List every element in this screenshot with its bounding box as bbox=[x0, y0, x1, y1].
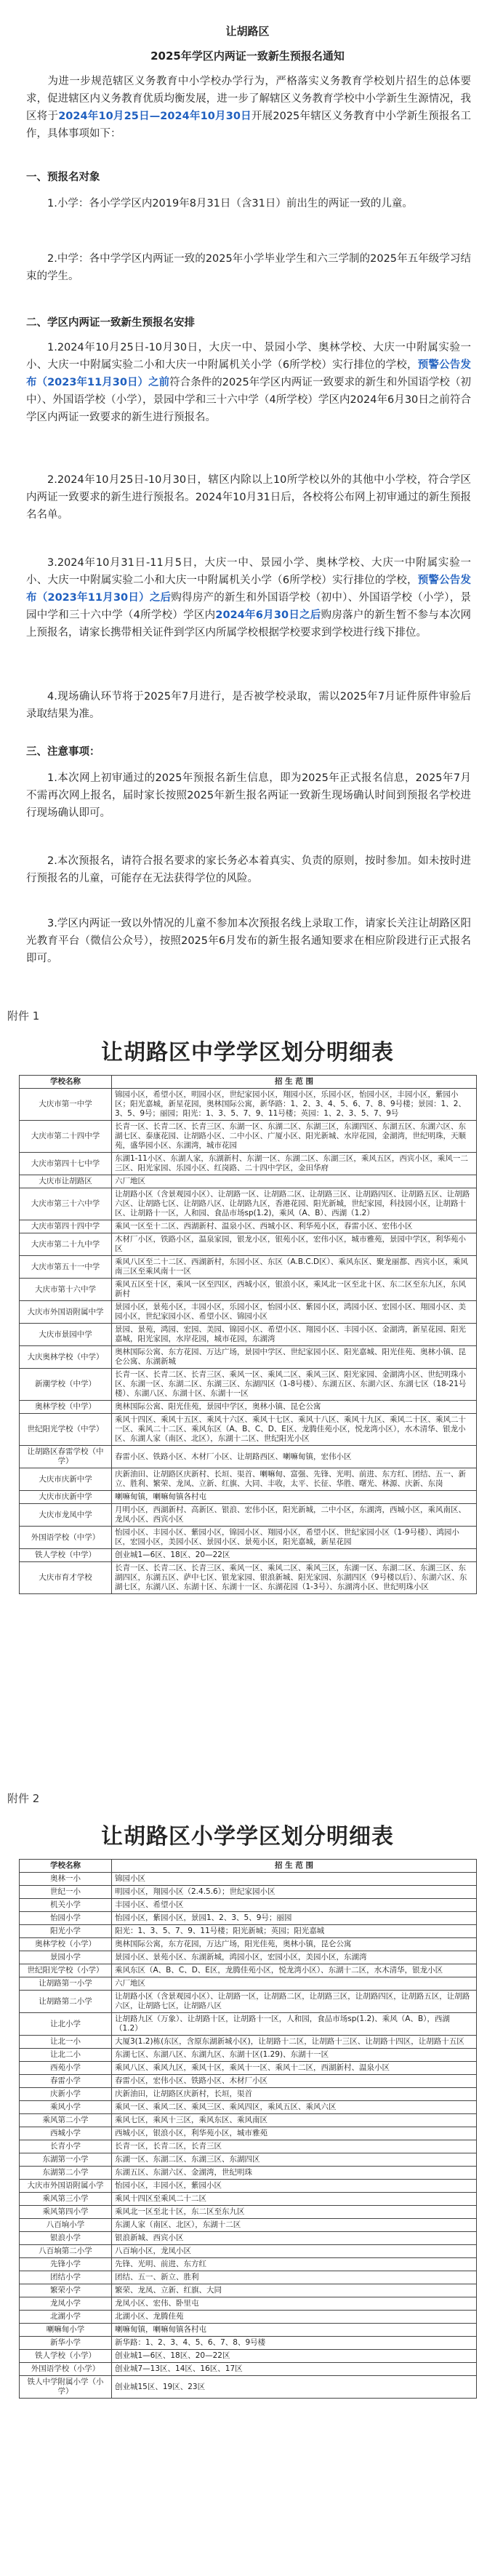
enrollment-range-cell: 六厂地区 bbox=[112, 1977, 477, 1991]
table-row bbox=[20, 1912, 477, 1925]
enrollment-range-cell: 乘风一区至十二区、西湖新村、温泉小区、西城小区、利华苑小区，春雷小区、宏伟小区 bbox=[112, 1220, 477, 1233]
school-name-cell: 大庆市景园中学 bbox=[20, 1324, 112, 1346]
enrollment-range-cell: 锦园小区，希望小区，明园小区，世纪家园小区，翔园小区，乐园小区，怡园小区，丰园小区，紫园小区；阳光嘉城，新星花园，奥林国际公寓，新华路：1、2、3、4、5、6、7、8、9号楼；景园：1、2、3、5、9号；丽园；阳光：1、3、5、7、9、11号楼；英园：1、2、3、5、7、9号 bbox=[112, 1089, 477, 1121]
enrollment-range-cell: 奥林国际公寓，东方花园，万达广场，阳光佳苑，奥林小镇，昆仑公寓 bbox=[112, 1938, 477, 1951]
school-name-cell: 大庆市第二十九中学 bbox=[20, 1233, 112, 1256]
table-row bbox=[20, 1089, 477, 1121]
section3-text-3: 3.学区内两证一致以外情况的儿童不参加本次预报名线上录取工作，请家长关注让胡路区阳光教育平台（微信公众号），按照2025年6月发布的新生报名通知要求在相应阶段进行正式报名即可。 bbox=[26, 918, 471, 964]
table-row bbox=[20, 2311, 477, 2324]
enrollment-range-cell: 东湖1-11小区、东湖人家，东湖新村、东湖一区、东湖二区、东湖三区，乘风五区，西宾小区，乘风一二三区、阳光家园、乐园小区、红岗路、二十四中学区，金田华府 bbox=[112, 1153, 477, 1175]
table-row bbox=[20, 2337, 477, 2350]
enrollment-range-cell: 创业城15区、19区、23区 bbox=[112, 2376, 477, 2399]
enrollment-range-cell: 八百垧小区，龙凤小区 bbox=[112, 2245, 477, 2258]
section2-highlight-3: 预警公告发布（2023年11月30日）之后 bbox=[26, 575, 471, 604]
section3-paragraph-1 bbox=[26, 769, 471, 822]
notice-title-district: 让胡路区 bbox=[225, 25, 270, 38]
school-name-cell: 新潮学校（中学） bbox=[20, 1369, 112, 1401]
school-name-cell: 北湖小学 bbox=[20, 2311, 112, 2324]
table-row bbox=[20, 2049, 477, 2062]
table-row bbox=[20, 2350, 477, 2363]
section3-paragraph-3 bbox=[26, 915, 471, 967]
school-name-cell: 铁人学校（中学） bbox=[20, 1549, 112, 1562]
school-name-cell: 乘风第二小学 bbox=[20, 2114, 112, 2127]
section-heading-1: 一、预报名对象 bbox=[26, 172, 100, 183]
enrollment-range-cell: 景园、景苑，鸿园、宏园、美园、锦园小区、希望小区、翔园小区、丰园小区、金湖湾，新星花园、阳光嘉城，阳光家园，水岸花园，城市花园，东湖湾 bbox=[112, 1324, 477, 1346]
table-row bbox=[20, 1346, 477, 1369]
section2-text-1c: 符合条件的2025年学区内两证一致要求的新生和外国语学校（初中）、外国语学校（小学），景园中学和三十六中学（4所学校）学区内2024年6月30日之前符合学区内两证一致要求的新生进行预报名。 bbox=[26, 377, 471, 423]
enrollment-range-cell: 庆新油田、让胡路区庆新村、长垣、渠首、喇嘛甸、富强、先锋、光明、前进、东方红、团结、五一、新立、胜利、繁荣、龙凤、立新、红旗、大同、丰收，太平、长征、华胜、曙光、林源、庆新、东岗 bbox=[112, 1468, 477, 1491]
section1-paragraph-1 bbox=[26, 195, 471, 212]
school-name-cell: 让胡路第一小学 bbox=[20, 1977, 112, 1991]
school-name-cell: 铁人中学附属小学（小学） bbox=[20, 2376, 112, 2399]
table-row bbox=[20, 1121, 477, 1153]
enrollment-range-cell: 乘风八区至二十二区、西湖新村，东园小区、东区（A.B.C.D区）、乘风东区、聚龙丽都、西宾小区，乘风南三区至乘风南十一区 bbox=[112, 1256, 477, 1279]
enrollment-range-cell: 乘风北一区至北十区，东二区至东九区 bbox=[112, 2206, 477, 2219]
enrollment-range-cell: 怡园小区，丰园小区，紫园小区 bbox=[112, 2180, 477, 2193]
table-row bbox=[20, 2284, 477, 2297]
table-row bbox=[20, 1977, 477, 1991]
enrollment-range-cell: 创业城1—6区、18区、20—22区 bbox=[112, 2350, 477, 2363]
column-header-range: 招 生 范 围 bbox=[112, 1860, 477, 1873]
table-header-row bbox=[20, 1860, 477, 1873]
enrollment-range-cell: 春雷小区，宏伟小区、铁路小区、木材厂小区 bbox=[112, 2075, 477, 2088]
table-row bbox=[20, 1175, 477, 1188]
table-row bbox=[20, 2127, 477, 2140]
enrollment-range-cell: 六厂地区 bbox=[112, 1175, 477, 1188]
table-row bbox=[20, 1527, 477, 1549]
table-header-row bbox=[20, 1076, 477, 1089]
section-heading-2: 二、学区内两证一致新生预报名安排 bbox=[26, 317, 195, 329]
school-name-cell: 乘风第三小学 bbox=[20, 2193, 112, 2206]
school-name-cell: 大庆市外国语附属中学 bbox=[20, 1301, 112, 1324]
section2-text-2: 2.2024年10月25日-10月30日，辖区内除以上10所学校以外的其他中小学校，符合学区内两证一致要求的新生进行预报名。2024年10月31日后，各校将公布网上初审通过的新生预报名名单。 bbox=[26, 474, 472, 521]
section2-paragraph-3 bbox=[26, 554, 471, 641]
column-header-school: 学校名称 bbox=[20, 1076, 112, 1089]
section2-text-1a: 1.2024年10月25日-10月30日，大庆一中、景园小学、奥林学校、大庆一中附属实验一小、大庆一中附属实验二小和大庆一中附属机关小学（6所学校）实行排位的学校， bbox=[26, 342, 471, 371]
enrollment-range-cell: 龙凤小区、宏伟、卧里屯 bbox=[112, 2297, 477, 2311]
school-name-cell: 大庆市第十六中学 bbox=[20, 1279, 112, 1301]
school-name-cell: 奥林学校（中学） bbox=[20, 1401, 112, 1414]
school-name-cell: 大庆市庆新中学 bbox=[20, 1491, 112, 1504]
enrollment-range-cell: 长青一区、长青二区、长青三区、乘风一区、乘风二区、乘风三区、阳光家园、金湖湾小区、世纪明珠小区、东湖一区、东湖二区、东湖三区、东湖四区（1-8号楼）、东湖五区、东湖六区、东湖七区（18-21号楼）、东湖八区、东湖十区、东湖十一区 bbox=[112, 1369, 477, 1401]
enrollment-range-cell: 新华路：1、2、3、4、5、6、7、8、9号楼 bbox=[112, 2337, 477, 2350]
school-name-cell: 大庆市第一中学 bbox=[20, 1089, 112, 1121]
enrollment-range-cell: 月明小区，西湖新村、高新区、银浪、宏伟小区，阳光新城，二中小区，东湖湾，西城小区，乘风南区、龙凤小区、西宾小区 bbox=[112, 1504, 477, 1527]
section1-text-1: 1.小学：各小学学区内2019年8月31日（含31日）前出生的两证一致的儿童。 bbox=[47, 198, 413, 209]
school-name-cell: 喇嘛甸小学 bbox=[20, 2324, 112, 2337]
table-row bbox=[20, 1964, 477, 1977]
enrollment-range-cell: 乘风七区，乘风十三区，乘风东区、乘风南区 bbox=[112, 2114, 477, 2127]
school-name-cell: 乘风第四小学 bbox=[20, 2206, 112, 2219]
table-row bbox=[20, 2180, 477, 2193]
school-name-cell: 景园小学 bbox=[20, 1951, 112, 1964]
enrollment-range-cell: 怡园小区，紫园小区，景园1、2、3、5、9号；丽园 bbox=[112, 1912, 477, 1925]
table-row bbox=[20, 1446, 477, 1468]
annex2-label: 附件 2 bbox=[7, 1792, 40, 1805]
table-row bbox=[20, 2193, 477, 2206]
notice-title: 2025年学区内两证一致新生预报名通知 bbox=[150, 49, 345, 63]
table-row bbox=[20, 1504, 477, 1527]
section2-text-3e: 购房落户的新生暂不参与本次网上预报名，请家长携带相关证件到学区内所属学校根据学校要求到学校进行线下排位。 bbox=[26, 609, 472, 639]
enrollment-range-cell: 让胡路九区（万象）、让胡路十区，让胡路十一区，人和园，食品市场sp(1.2)、乘风（A、B），西湖（1.2） bbox=[112, 2013, 477, 2036]
enrollment-range-cell: 东湖五区、东湖六区、金湖湾，世纪明珠 bbox=[112, 2167, 477, 2180]
middle-school-district-table bbox=[19, 1075, 477, 1594]
school-name-cell: 让北小学 bbox=[20, 2013, 112, 2036]
section-heading-3: 三、注意事项： bbox=[26, 746, 100, 758]
school-name-cell: 八百垧小学 bbox=[20, 2219, 112, 2232]
annex1-title: 让胡路区中学学区划分明细表 bbox=[101, 1040, 394, 1065]
enrollment-range-cell: 北湖小区、龙腾佳苑 bbox=[112, 2311, 477, 2324]
school-name-cell: 繁荣小学 bbox=[20, 2284, 112, 2297]
school-name-cell: 东湖第二小学 bbox=[20, 2167, 112, 2180]
table-row bbox=[20, 1899, 477, 1912]
section3-text-1: 1.本次网上初审通过的2025年预报名新生信息，即为2025年正式报名信息，2025年7月不需再次网上报名，届时家长按照2025年新生报名两证一致新生现场确认时间到预报名学校进行现场确认即可。 bbox=[26, 772, 471, 819]
enrollment-range-cell: 喇嘛甸镇，喇嘛甸镇各村屯 bbox=[112, 1491, 477, 1504]
enrollment-range-cell: 东湖一区、东湖二区、东湖三区、东湖四区 bbox=[112, 2153, 477, 2167]
school-name-cell: 长青小学 bbox=[20, 2140, 112, 2153]
school-name-cell: 团结小学 bbox=[20, 2271, 112, 2284]
enrollment-range-cell: 景园小区，景苑小区，丰园小区，乐园小区，怡园小区、紫园小区，鸿园小区、宏园小区、翔园小区、美园小区，世纪家园小区、希望小区、锦园小区 bbox=[112, 1301, 477, 1324]
school-name-cell: 大庆市庆新中学 bbox=[20, 1468, 112, 1491]
table-row bbox=[20, 2363, 477, 2376]
school-name-cell: 大庆市第四十七中学 bbox=[20, 1153, 112, 1175]
table-row bbox=[20, 2271, 477, 2284]
enrollment-range-cell: 乘风东区（A、B、C、D、E区，龙腾佳苑小区，悦龙湾小区）、东湖十二区，水木清华，银龙小区 bbox=[112, 1964, 477, 1977]
table-row bbox=[20, 1886, 477, 1899]
intro-date-range: 2024年10月25日—2024年10月30日 bbox=[58, 111, 251, 122]
table-row bbox=[20, 1401, 477, 1414]
section2-highlight-1: 预警公告发布（2023年11月30日）之前 bbox=[26, 359, 471, 388]
school-name-cell: 外国语学校（中学） bbox=[20, 1527, 112, 1549]
table-row bbox=[20, 2088, 477, 2101]
table-row bbox=[20, 2376, 477, 2399]
intro-text-post: 开展2025年辖区义务教育中小学新生预报名工作，具体事项如下： bbox=[26, 111, 471, 140]
enrollment-range-cell: 乘风一区、乘风二区、乘风三区、乘风四区，乘风五区、乘风六区 bbox=[112, 2101, 477, 2114]
intro-text-pre: 为进一步规范辖区义务教育中小学校办学行为，严格落实义务教育学校划片招生的总体要求，促进辖区内义务教育优质均衡发展，进一步了解辖区义务教育学校中小学新生生源情况，我区将于 bbox=[26, 76, 471, 122]
table-row bbox=[20, 2075, 477, 2088]
school-name-cell: 奥林学校（小学） bbox=[20, 1938, 112, 1951]
table-row bbox=[20, 1414, 477, 1446]
table-row bbox=[20, 2245, 477, 2258]
table-row bbox=[20, 1188, 477, 1220]
enrollment-range-cell: 乘风五区至十区，乘风一区至四区，西城小区，银浪小区，乘风北一区至北十区、东二区至东九区，东风新村 bbox=[112, 1279, 477, 1301]
school-name-cell: 机关小学 bbox=[20, 1899, 112, 1912]
school-name-cell: 外国语学校（小学） bbox=[20, 2363, 112, 2376]
school-name-cell: 铁人学校（小学） bbox=[20, 2350, 112, 2363]
school-name-cell: 先锋小学 bbox=[20, 2258, 112, 2271]
section2-text-3c: 购得房产的新生和外国语学校（初中）、外国语学校（小学），景园中学和三十六中学（4所学校）学区内 bbox=[26, 592, 472, 621]
enrollment-range-cell: 东湖七区、东湖八区、东湖九区、东湖十区(1.29)、东湖十一区 bbox=[112, 2049, 477, 2062]
school-name-cell: 大庆市第五十一中学 bbox=[20, 1256, 112, 1279]
table-row bbox=[20, 1256, 477, 1279]
table-row bbox=[20, 1873, 477, 1886]
enrollment-range-cell: 长青一区、长青二区、长青三区、东湖一区、东湖二区、东湖三区，东湖四区、东湖五区、东湖六区、东湖七区、泰康花园、让胡路小区、二中小区、广厦小区、阳光新城、水岸花园，金湖湾，世纪明珠，天顺苑，盛华园小区、东湖湾，城市花园 bbox=[112, 1121, 477, 1153]
section3-text-2: 2.本次预报名，请符合报名要求的家长务必本着真实、负责的原则，按时参加。如未按时进行预报名的儿童，可能存在无法获得学位的风险。 bbox=[26, 855, 471, 884]
primary-school-district-table bbox=[19, 1859, 477, 2399]
table-row bbox=[20, 1220, 477, 1233]
school-name-cell: 庆新小学 bbox=[20, 2088, 112, 2101]
enrollment-range-cell: 让胡路小区（含景观园小区）、让胡路一区，让胡路二区，让胡路三区，让胡路四区，让胡路五区，让胡路六区，让胡路七区，让胡路八区 bbox=[112, 1991, 477, 2013]
section1-text-2: 2.中学：各中学学区内两证一致的2025年小学毕业学生和六三学制的2025年五年级学习结束的学生。 bbox=[26, 253, 471, 282]
enrollment-range-cell: 丰园小区、希望小区 bbox=[112, 1899, 477, 1912]
annex2-title: 让胡路区小学学区划分明细表 bbox=[101, 1824, 394, 1849]
enrollment-range-cell: 先锋、光明、前进、东方红 bbox=[112, 2258, 477, 2271]
table-row bbox=[20, 1468, 477, 1491]
enrollment-range-cell: 庆新油田，让胡路区庆新村，长垣，渠首 bbox=[112, 2088, 477, 2101]
school-name-cell: 世纪阳光学校（中学） bbox=[20, 1414, 112, 1446]
enrollment-range-cell: 创业城7—13区、14区、16区、17区 bbox=[112, 2363, 477, 2376]
table-row bbox=[20, 2297, 477, 2311]
school-name-cell: 大庆市让胡路区 bbox=[20, 1175, 112, 1188]
annex1-label: 附件 1 bbox=[7, 1009, 40, 1023]
section2-text-4: 4.现场确认环节将于2025年7月进行，是否被学校录取，需以2025年7月证件原件审验后录取结果为准。 bbox=[26, 691, 471, 720]
enrollment-range-cell: 乘风十四区至乘风二十二区 bbox=[112, 2193, 477, 2206]
section2-paragraph-1 bbox=[26, 339, 471, 426]
section2-text-3a: 3.2024年10月31日-11月5日，大庆一中、景园小学、奥林学校、大庆一中附属实验一小、大庆一中附属实验二小和大庆一中附属机关小学（6所学校）实行排位的学校， bbox=[26, 557, 471, 586]
section2-paragraph-4 bbox=[26, 688, 471, 723]
table-row bbox=[20, 2153, 477, 2167]
section2-highlight-3d: 2024年6月30日之后 bbox=[215, 609, 321, 621]
table-row bbox=[20, 1938, 477, 1951]
table-row bbox=[20, 2167, 477, 2180]
enrollment-range-cell: 锦园小区 bbox=[112, 1873, 477, 1886]
enrollment-range-cell: 奥林国际公寓、阳光佳苑，景园中学区，奥林小镇、昆仑公寓 bbox=[112, 1401, 477, 1414]
table-row bbox=[20, 1153, 477, 1175]
school-name-cell: 让北一小 bbox=[20, 2036, 112, 2049]
column-header-school: 学校名称 bbox=[20, 1860, 112, 1873]
table-row bbox=[20, 1369, 477, 1401]
enrollment-range-cell: 奥林国际公寓、东方花园、万达广场，景园中学区、世纪家园小区、阳光嘉城、阳光佳苑、奥林小镇、昆仑公寓、东湖新城 bbox=[112, 1346, 477, 1369]
school-name-cell: 西苑小学 bbox=[20, 2062, 112, 2075]
table-row bbox=[20, 2324, 477, 2337]
enrollment-range-cell: 大厦3(1.2)栋(东区，含原东湖新城小区)，让胡路十二区，让胡路十三区、让胡路十四区，让胡路十五区 bbox=[112, 2036, 477, 2049]
enrollment-range-cell: 让胡路小区（含景观园小区）、让胡路一区、让胡路二区、让胡路三区、让胡路四区、让胡路五区、让胡路六区、让胡路七区、让胡路八区、让胡路九区，香港花园、阳光新城，世纪家园，科技园小区，让胡路十区、让胡路十一区，人和园、食品市场sp(1.2)，乘风（A、B）、西湖（1.2） bbox=[112, 1188, 477, 1220]
table-row bbox=[20, 1925, 477, 1938]
school-name-cell: 东湖第一小学 bbox=[20, 2153, 112, 2167]
table-row bbox=[20, 1491, 477, 1504]
enrollment-range-cell: 长青一区，长青二区，长青三区 bbox=[112, 2140, 477, 2153]
enrollment-range-cell: 西城小区，银浪小区，利华苑小区，城市雅苑 bbox=[112, 2127, 477, 2140]
enrollment-range-cell: 繁荣、龙凤、立新、红旗、大同 bbox=[112, 2284, 477, 2297]
table-row bbox=[20, 1549, 477, 1562]
table-row bbox=[20, 2114, 477, 2127]
school-name-cell: 西城小学 bbox=[20, 2127, 112, 2140]
school-name-cell: 世纪阳光学校（小学） bbox=[20, 1964, 112, 1977]
school-name-cell: 大庆市外国语附属小学 bbox=[20, 2180, 112, 2193]
table-row bbox=[20, 1324, 477, 1346]
enrollment-range-cell: 怡园小区、丰园小区、紫园小区，锦园小区、翔园小区，希望小区、世纪家园小区（1-9号楼）、鸿园小区，宏园小区，美园小区、景园小区、景苑小区，阳光嘉城，新星花园 bbox=[112, 1527, 477, 1549]
school-name-cell: 银浪小学 bbox=[20, 2232, 112, 2245]
table-row bbox=[20, 1951, 477, 1964]
school-name-cell: 乘风小学 bbox=[20, 2101, 112, 2114]
table-row bbox=[20, 1562, 477, 1594]
enrollment-range-cell: 乘风八区、乘风九区，乘风十区，乘风十一区、乘风十二区，西湖新村、温泉小区 bbox=[112, 2062, 477, 2075]
school-name-cell: 大庆市第二十四中学 bbox=[20, 1121, 112, 1153]
table-row bbox=[20, 1233, 477, 1256]
table-row bbox=[20, 1279, 477, 1301]
school-name-cell: 大庆市第三十六中学 bbox=[20, 1188, 112, 1220]
school-name-cell: 阳光小学 bbox=[20, 1925, 112, 1938]
enrollment-range-cell: 银浪新城、西宾小区 bbox=[112, 2232, 477, 2245]
table-row bbox=[20, 2219, 477, 2232]
intro-paragraph bbox=[26, 73, 471, 143]
school-name-cell: 八百垧第二小学 bbox=[20, 2245, 112, 2258]
school-name-cell: 怡园小学 bbox=[20, 1912, 112, 1925]
section2-paragraph-2 bbox=[26, 471, 471, 524]
table-row bbox=[20, 2062, 477, 2075]
table-row bbox=[20, 1991, 477, 2013]
school-name-cell: 龙凤小学 bbox=[20, 2297, 112, 2311]
table-row bbox=[20, 1301, 477, 1324]
school-name-cell: 让胡路区春雷学校（中学） bbox=[20, 1446, 112, 1468]
table-row bbox=[20, 2101, 477, 2114]
table-row bbox=[20, 2258, 477, 2271]
school-name-cell: 大庆奥林学校（中学） bbox=[20, 1346, 112, 1369]
enrollment-range-cell: 长青一区、长青二区、长青三区、乘风一区、乘风二区、乘风三区，东湖一区、东湖二区、东湖三区、东湖四区，东湖五区、萨中七区、银龙家园、银浪新城、阳光家园、东湖四区（9号楼以后）、东湖六区、东湖七区，东湖八区、东湖十区、东湖十一区、东湖花园（1-3号）、东湖湾小区、世纪明珠小区 bbox=[112, 1562, 477, 1594]
enrollment-range-cell: 创业城1—6区、18区、20—22区 bbox=[112, 1549, 477, 1562]
school-name-cell: 让胡路第二小学 bbox=[20, 1991, 112, 2013]
table-row bbox=[20, 2013, 477, 2036]
column-header-range: 招 生 范 围 bbox=[112, 1076, 477, 1089]
enrollment-range-cell: 明园小区，翔园小区（2.4.5.6）；世纪家园小区 bbox=[112, 1886, 477, 1899]
table-row bbox=[20, 2036, 477, 2049]
enrollment-range-cell: 喇嘛甸镇，喇嘛甸镇各村屯 bbox=[112, 2324, 477, 2337]
enrollment-range-cell: 东湖人家（南区、北区），东湖十二区 bbox=[112, 2219, 477, 2232]
enrollment-range-cell: 乘风十四区、乘风十五区、乘风十六区、乘风十七区、乘风十八区、乘风十九区、乘风二十区、乘风二十一区、乘风二十二区、乘风东区（A、B、C、D、E区、龙腾佳苑小区，悦龙湾小区），水木清华、银龙小区、东湖人家（南区、北区），东湖十二区、世纪阳光小区 bbox=[112, 1414, 477, 1446]
school-name-cell: 大庆市第四十四中学 bbox=[20, 1220, 112, 1233]
table-row bbox=[20, 2206, 477, 2219]
school-name-cell: 大庆市育才学校 bbox=[20, 1562, 112, 1594]
enrollment-range-cell: 木材厂小区，铁路小区，温泉家园，银龙小区，银苑小区，宏伟小区，城市雅苑，景园中学区，利华苑小区 bbox=[112, 1233, 477, 1256]
section1-paragraph-2 bbox=[26, 250, 471, 285]
school-name-cell: 奥林一小 bbox=[20, 1873, 112, 1886]
section3-paragraph-2 bbox=[26, 852, 471, 887]
enrollment-range-cell: 景园小区、景苑小区、东湖新城，鸿园小区，宏园小区，美园小区，东湖湾 bbox=[112, 1951, 477, 1964]
enrollment-range-cell: 阳光：1、3、5、7、9、11号楼；阳光新城；英园；阳光嘉城 bbox=[112, 1925, 477, 1938]
enrollment-range-cell: 春雷小区、铁路小区、木材厂小区、让胡路西区、喇嘛甸镇，宏伟小区 bbox=[112, 1446, 477, 1468]
school-name-cell: 大庆市龙凤中学 bbox=[20, 1504, 112, 1527]
school-name-cell: 春雷小学 bbox=[20, 2075, 112, 2088]
table-row bbox=[20, 2232, 477, 2245]
table-row bbox=[20, 2140, 477, 2153]
school-name-cell: 让北二小 bbox=[20, 2049, 112, 2062]
school-name-cell: 新华小学 bbox=[20, 2337, 112, 2350]
enrollment-range-cell: 团结、五一、新立、胜利 bbox=[112, 2271, 477, 2284]
school-name-cell: 世纪一小 bbox=[20, 1886, 112, 1899]
